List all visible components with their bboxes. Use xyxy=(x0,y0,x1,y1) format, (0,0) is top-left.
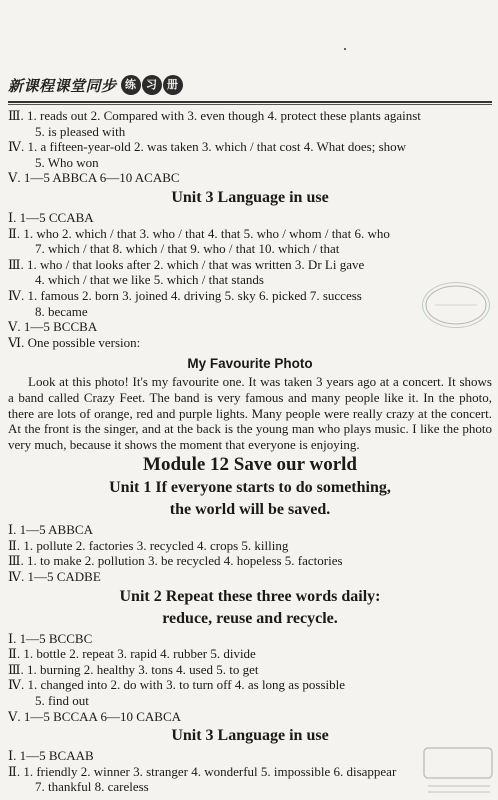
essay-title: My Favourite Photo xyxy=(187,356,313,372)
unit-heading: Unit 2 Repeat these three words daily: xyxy=(119,587,381,605)
unit-heading: the world will be saved. xyxy=(169,501,331,519)
answer-line-continued: 8. became xyxy=(35,303,88,319)
header-rule xyxy=(8,101,492,103)
answer-line: Ⅲ. 1. reads out 2. Compared with 3. even though 4. protect these plants against xyxy=(8,108,421,123)
answer-line: Ⅳ. 1—5 CADBE xyxy=(8,569,101,585)
answer-line: Ⅲ. 1. who / that looks after 2. which / that was written 3. Dr Li gave xyxy=(8,256,365,272)
answer-line: Ⅵ. One possible version: xyxy=(8,334,141,350)
answer-line: Ⅰ. 1—5 BCAAB xyxy=(8,748,94,764)
header-rule-thin xyxy=(8,104,492,105)
answer-line: Ⅱ. 1. bottle 2. repeat 3. rapid 4. rubber 5. divide xyxy=(8,646,256,662)
answer-line: Ⅴ. 1—5 ABBCA 6—10 ACABC xyxy=(8,170,180,186)
answer-line: Ⅰ. 1—5 BCCBC xyxy=(8,630,93,646)
unit-heading: Unit 3 Language in use xyxy=(171,188,329,206)
answer-line: Ⅱ. 1. pollute 2. factories 3. recycled 4. crops 5. killing xyxy=(8,537,289,553)
book-header xyxy=(8,72,308,98)
badge-char-1: 练 xyxy=(121,75,141,95)
book-series-title: 新课程课堂同步 xyxy=(8,76,117,95)
module-heading: Module 12 Save our world xyxy=(143,454,357,476)
answer-line: Ⅳ. 1. famous 2. born 3. joined 4. driving 5. sky 6. picked 7. success xyxy=(8,287,362,303)
unit-heading: Unit 3 Language in use xyxy=(171,727,329,745)
watermark-logo xyxy=(420,742,496,796)
answer-line: Ⅴ. 1—5 BCCAA 6—10 CABCA xyxy=(8,708,181,724)
workbook-badge xyxy=(121,75,184,95)
answer-line: Ⅳ. 1. a fifteen-year-old 2. was taken 3. which / that cost 4. What does; show xyxy=(8,139,407,155)
badge-char-3: 册 xyxy=(163,75,183,95)
answer-line-continued: 5. Who won xyxy=(35,154,99,170)
answer-line: Ⅲ. 1. to make 2. pollution 3. be recycled 4. hopeless 5. factories xyxy=(8,553,343,569)
answer-line: Ⅲ. 1. burning 2. healthy 3. tons 4. used 5. to get xyxy=(8,661,259,677)
answer-line: Ⅰ. 1—5 CCABA xyxy=(8,209,94,225)
answer-line-continued: 4. which / that we like 5. which / that stands xyxy=(35,272,264,288)
answer-line-continued: 5. is pleased with xyxy=(35,123,126,139)
round-stamp-mark xyxy=(422,282,490,328)
answer-line: Ⅱ. 1. friendly 2. winner 3. stranger 4. wonderful 5. impossible 6. disappear xyxy=(8,763,397,779)
unit-heading: Unit 1 If everyone starts to do something, xyxy=(109,479,391,497)
answer-line-continued: 7. which / that 8. which / that 9. who / that 10. which / that xyxy=(35,241,340,257)
answer-line: Ⅱ. 1. who 2. which / that 3. who / that 4. that 5. who / whom / that 6. who xyxy=(8,225,390,241)
speck xyxy=(344,48,346,50)
badge-char-2: 习 xyxy=(142,75,162,95)
essay-paragraph: Look at this photo! It's my favourite one. It was taken 3 years ago at a concert. It shows a band called Crazy Feet. The band is very famous and many people like it. In the photo, there are lots of orange, red and purple lights. Many people were really crazy at the concert. At the front is the singer, and at the back is the young man who plays music. I like the photo very much, because it shows the moment that everyone is enjoying. xyxy=(8,374,492,452)
answer-line-continued: 5. find out xyxy=(35,693,89,709)
answer-line: Ⅴ. 1—5 BCCBA xyxy=(8,319,98,335)
unit-heading: reduce, reuse and recycle. xyxy=(162,609,338,627)
answer-line: Ⅰ. 1—5 ABBCA xyxy=(8,522,93,538)
answer-content xyxy=(8,108,492,795)
answer-line: Ⅳ. 1. changed into 2. do with 3. to turn off 4. as long as possible xyxy=(8,677,345,693)
answer-line-continued: 7. thankful 8. careless xyxy=(35,779,149,795)
